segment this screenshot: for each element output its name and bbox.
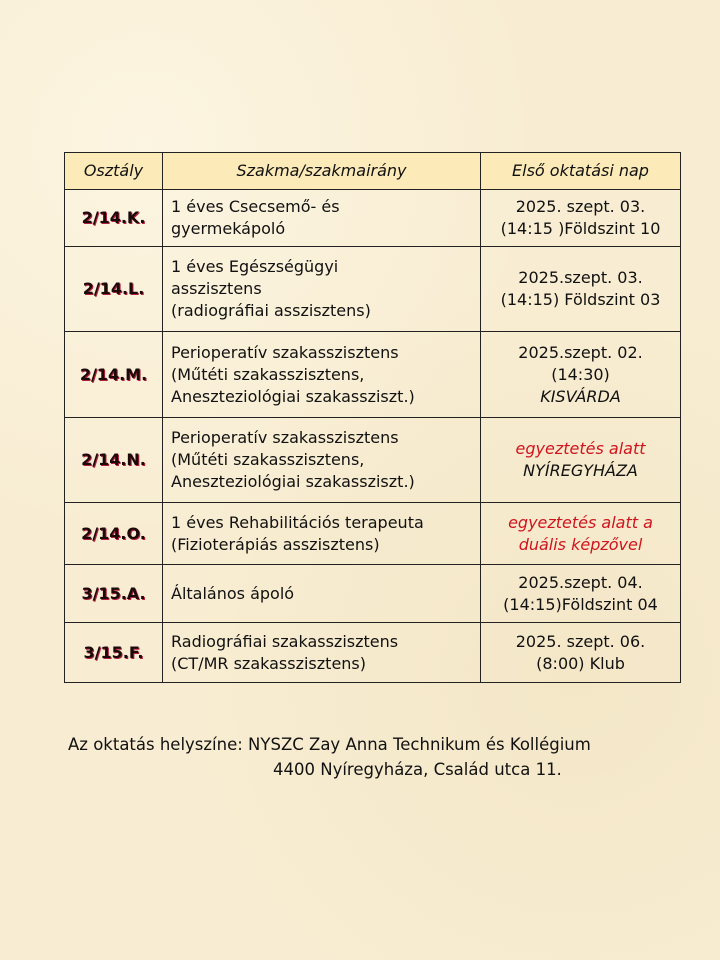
table-row — [65, 332, 681, 418]
table-row — [65, 190, 681, 247]
class-code: 2/14.N. — [65, 418, 163, 503]
address-line: 4400 Nyíregyháza, Család utca 11. — [273, 760, 562, 779]
subject-cell — [163, 190, 481, 247]
header-subject: Szakma/szakmairány — [163, 153, 481, 190]
subject-line: (radiográfiai asszisztens) — [171, 301, 371, 320]
table-row — [65, 565, 681, 623]
date-line: 2025.szept. 04. — [518, 572, 643, 592]
subject-line: 1 éves Rehabilitációs terapeuta — [171, 512, 424, 532]
date-line: 2025. szept. 03. — [515, 197, 646, 216]
subject-cell — [163, 418, 481, 503]
date-line: 2025.szept. 03. — [518, 268, 643, 287]
date-line: 2025. szept. 06. — [515, 631, 646, 651]
subject-line: (Fizioterápiás asszisztens) — [171, 534, 380, 554]
table-row — [65, 247, 681, 332]
date-cell — [481, 332, 681, 418]
header-first-day: Első oktatási nap — [481, 153, 681, 190]
date-line: (14:15)Földszint 04 — [503, 594, 658, 614]
date-cell — [481, 190, 681, 247]
date-cell — [481, 565, 681, 623]
location-line: KISVÁRDA — [540, 386, 621, 406]
date-line: (8:00) Klub — [536, 653, 625, 673]
subject-line: 1 éves Egészségügyi — [171, 257, 339, 276]
table-row — [65, 418, 681, 503]
subject-line: asszisztens — [171, 279, 262, 298]
class-code: 2/14.K. — [65, 190, 163, 247]
subject-line: Perioperatív szakasszisztens — [171, 428, 399, 447]
pending-note: egyeztetés alatt — [515, 439, 646, 458]
table-row — [65, 503, 681, 565]
subject-line: gyermekápoló — [171, 219, 286, 238]
subject-line: 1 éves Csecsemő- és — [171, 197, 340, 216]
date-cell — [481, 503, 681, 565]
subject-line: Általános ápoló — [171, 583, 295, 603]
subject-cell — [163, 623, 481, 683]
subject-cell — [163, 332, 481, 418]
subject-line: Perioperatív szakasszisztens — [171, 342, 399, 362]
date-cell — [481, 247, 681, 332]
date-line: (14:15 )Földszint 10 — [500, 219, 661, 238]
date-line: (14:15) Földszint 03 — [500, 290, 661, 309]
date-cell — [481, 418, 681, 503]
subject-line: Radiográfiai szakasszisztens — [171, 631, 399, 651]
class-code: 3/15.A. — [65, 565, 163, 623]
date-line: 2025.szept. 02. — [518, 342, 643, 362]
pending-note: egyeztetés alatt a — [508, 512, 653, 532]
date-line: (14:30) — [551, 364, 610, 384]
pending-note: duális képzővel — [518, 534, 643, 554]
subject-cell — [163, 247, 481, 332]
subject-line: (Műtéti szakasszisztens, — [171, 450, 365, 469]
location-line: NYÍREGYHÁZA — [523, 461, 638, 480]
class-code: 2/14.M. — [65, 332, 163, 418]
venue-line: Az oktatás helyszíne: NYSZC Zay Anna Technikum és Kollégium — [68, 735, 591, 754]
subject-line: (Műtéti szakasszisztens, — [171, 364, 365, 384]
subject-line: Aneszteziológiai szakassziszt.) — [171, 472, 415, 491]
class-code: 2/14.L. — [65, 247, 163, 332]
header-class: Osztály — [65, 153, 163, 190]
schedule-table — [64, 152, 681, 683]
subject-cell — [163, 565, 481, 623]
subject-line: Aneszteziológiai szakassziszt.) — [171, 386, 415, 406]
header-row — [65, 153, 681, 190]
class-code: 2/14.O. — [65, 503, 163, 565]
class-code: 3/15.F. — [65, 623, 163, 683]
location-footer — [68, 732, 591, 782]
table-row — [65, 623, 681, 683]
date-cell — [481, 623, 681, 683]
subject-cell — [163, 503, 481, 565]
subject-line: (CT/MR szakasszisztens) — [171, 653, 366, 673]
